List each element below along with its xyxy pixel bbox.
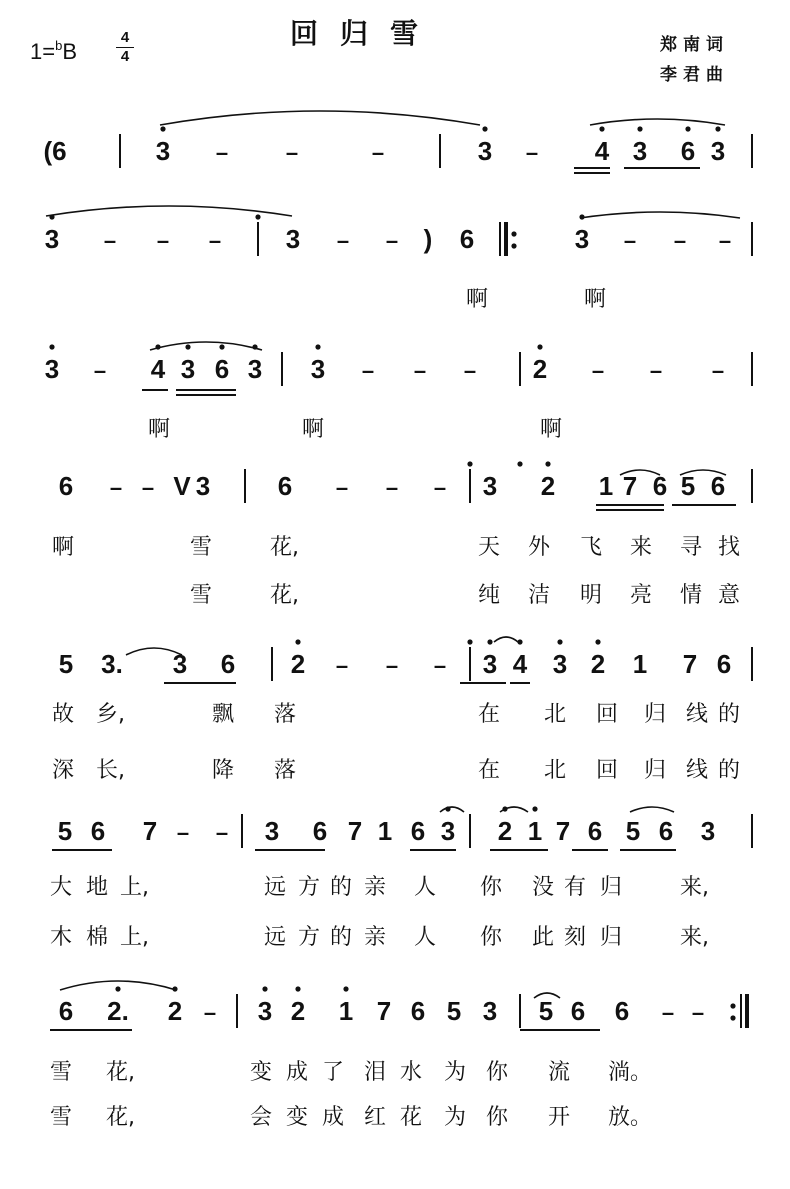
lyric-syllable: 深: [52, 758, 75, 783]
octave-dot: [487, 639, 492, 644]
octave-dot: [715, 126, 720, 131]
dash-extension: –: [93, 358, 107, 383]
jianpu-note: 3: [710, 136, 726, 166]
jianpu-note: 3: [257, 996, 273, 1026]
lyric-syllable: 雪: [190, 583, 213, 608]
dash-extension: –: [385, 228, 399, 253]
lyric-syllable: 在: [478, 702, 501, 727]
jianpu-note: 6: [570, 996, 586, 1026]
lyric-syllable: 方: [298, 925, 321, 950]
octave-dot: [517, 639, 522, 644]
jianpu-note: 3: [440, 816, 456, 846]
lyric-syllable: 为: [444, 1060, 467, 1085]
jianpu-note: 5: [58, 649, 74, 679]
jianpu-note: 2.: [107, 996, 129, 1026]
lyric-syllable: 洁: [528, 583, 551, 608]
octave-dot: [482, 126, 487, 131]
lyric-syllable: 上,: [120, 875, 149, 900]
lyric-syllable: 亮: [630, 583, 653, 608]
lyric-syllable: 的: [718, 702, 741, 727]
jianpu-note: 6: [652, 471, 668, 501]
jianpu-note: 3: [264, 816, 280, 846]
lyricist-credit: 郑南词: [660, 35, 729, 55]
octave-dot: [295, 986, 300, 991]
meter-top: 4: [120, 29, 130, 46]
jianpu-note: 1: [527, 816, 543, 846]
jianpu-note: 6: [312, 816, 328, 846]
octave-dot: [49, 344, 54, 349]
lyric-syllable: 大: [50, 875, 73, 900]
lyric-syllable: 方: [298, 875, 321, 900]
slur-arc: [440, 807, 464, 812]
jianpu-note: 2: [290, 649, 306, 679]
jianpu-note: 6: [614, 996, 630, 1026]
dash-extension: –: [673, 228, 687, 253]
composer-credit: 李君曲: [660, 65, 729, 85]
lyric-syllable: 木: [50, 925, 73, 950]
lyric-syllable: 在: [478, 758, 501, 783]
lyric-syllable: 成: [322, 1105, 345, 1130]
octave-dot: [730, 1003, 735, 1008]
dash-extension: –: [336, 228, 350, 253]
lyric-syllable: 泪: [364, 1060, 387, 1085]
dash-extension: –: [215, 820, 229, 845]
jianpu-note: 1: [338, 996, 354, 1026]
dash-extension: –: [661, 1000, 675, 1025]
jianpu-note: 3: [155, 136, 171, 166]
jianpu-note: 3: [310, 354, 326, 384]
dash-extension: –: [413, 358, 427, 383]
jianpu-note: 3: [552, 649, 568, 679]
jianpu-note: 7: [682, 649, 698, 679]
lyric-syllable: 花,: [106, 1060, 135, 1085]
lyric-syllable: 淌。: [608, 1060, 653, 1085]
jianpu-note: (6: [43, 136, 67, 166]
lyric-syllable: 降: [212, 758, 235, 783]
lyric-syllable: 明: [580, 583, 603, 608]
lyric-syllable: 人: [414, 875, 437, 900]
jianpu-note: 7: [376, 996, 392, 1026]
dash-extension: –: [591, 358, 605, 383]
lyric-syllable: 水: [400, 1060, 423, 1085]
lyric-syllable: 啊: [466, 287, 489, 312]
lyric-syllable: 远: [264, 925, 287, 950]
jianpu-note: 6: [410, 816, 426, 846]
slur-arc: [494, 637, 518, 642]
octave-dot: [557, 639, 562, 644]
dash-extension: –: [109, 475, 123, 500]
lyric-syllable: 雪: [50, 1105, 73, 1130]
lyric-syllable: 落: [274, 702, 297, 727]
dash-extension: –: [285, 140, 299, 165]
lyric-syllable: 归: [600, 875, 623, 900]
jianpu-note: 2: [540, 471, 556, 501]
lyric-syllable: 回: [596, 758, 619, 783]
lyric-syllable: 线: [686, 702, 709, 727]
lyric-syllable: 棉: [86, 925, 109, 950]
lyric-syllable: 变: [250, 1060, 273, 1085]
slur-arc: [46, 206, 292, 216]
jianpu-note: 3: [195, 471, 211, 501]
slur-arc: [580, 212, 740, 218]
lyric-syllable: 线: [686, 758, 709, 783]
dash-extension: –: [335, 475, 349, 500]
octave-dot: [595, 639, 600, 644]
octave-dot: [511, 243, 516, 248]
jianpu-note: 5: [446, 996, 462, 1026]
dash-extension: –: [711, 358, 725, 383]
dash-extension: –: [371, 140, 385, 165]
dash-extension: –: [215, 140, 229, 165]
lyric-syllable: 你: [486, 1060, 509, 1085]
jianpu-note: 6: [716, 649, 732, 679]
lyric-syllable: 成: [286, 1060, 309, 1085]
lyric-syllable: 长,: [96, 758, 125, 783]
lyric-syllable: 亲: [364, 925, 387, 950]
dash-extension: –: [208, 228, 222, 253]
jianpu-note: 6: [58, 471, 74, 501]
octave-dot: [255, 214, 260, 219]
dash-extension: –: [623, 228, 637, 253]
lyric-syllable: 此: [532, 925, 555, 950]
lyric-syllable: 远: [264, 875, 287, 900]
lyric-syllable: 落: [274, 758, 297, 783]
lyric-syllable: 你: [480, 925, 503, 950]
lyric-syllable: 回: [596, 702, 619, 727]
jianpu-note: 6: [710, 471, 726, 501]
jianpu-note: 2: [497, 816, 513, 846]
octave-dot: [160, 126, 165, 131]
dash-extension: –: [203, 1000, 217, 1025]
octave-dot: [599, 126, 604, 131]
octave-dot: [685, 126, 690, 131]
jianpu-note: 3: [172, 649, 188, 679]
octave-dot: [343, 986, 348, 991]
dash-extension: –: [649, 358, 663, 383]
lyric-syllable: 刻: [564, 925, 587, 950]
jianpu-note: 3: [44, 224, 60, 254]
lyric-syllable: 地: [86, 875, 109, 900]
jianpu-note: 3: [285, 224, 301, 254]
jianpu-note: 1: [377, 816, 393, 846]
lyric-syllable: 外: [528, 535, 551, 560]
lyric-syllable: 上,: [120, 925, 149, 950]
jianpu-note: 3: [632, 136, 648, 166]
jianpu-note: 4: [594, 136, 610, 166]
lyric-syllable: 的: [330, 875, 353, 900]
slur-arc: [590, 119, 725, 125]
dash-extension: –: [335, 653, 349, 678]
jianpu-note: 7: [555, 816, 571, 846]
jianpu-note: V: [173, 471, 191, 501]
octave-dot: [730, 1015, 735, 1020]
octave-dot: [219, 344, 224, 349]
jianpu-note: 2: [590, 649, 606, 679]
lyric-syllable: 飞: [580, 535, 603, 560]
dash-extension: –: [156, 228, 170, 253]
dash-extension: –: [718, 228, 732, 253]
lyric-syllable: 会: [250, 1105, 273, 1130]
lyric-syllable: 啊: [584, 287, 607, 312]
jianpu-note: 6: [90, 816, 106, 846]
jianpu-note: 3: [247, 354, 263, 384]
lyric-syllable: 纯: [478, 583, 501, 608]
dash-extension: –: [691, 1000, 705, 1025]
jianpu-note: 3: [482, 471, 498, 501]
slur-arc: [160, 111, 480, 125]
octave-dot: [517, 461, 522, 466]
lyric-syllable: 的: [718, 758, 741, 783]
jianpu-note: 6: [214, 354, 230, 384]
lyric-syllable: 来,: [680, 875, 709, 900]
key-note: B: [62, 39, 78, 64]
jianpu-note: 4: [150, 354, 166, 384]
lyric-syllable: 的: [330, 925, 353, 950]
lyric-syllable: 有: [564, 875, 587, 900]
key-flat: b: [55, 38, 63, 53]
octave-dot: [467, 639, 472, 644]
dash-extension: –: [463, 358, 477, 383]
octave-dot: [467, 461, 472, 466]
lyric-syllable: 没: [532, 875, 555, 900]
lyric-syllable: 情: [680, 583, 703, 608]
jianpu-note: 3: [700, 816, 716, 846]
lyric-syllable: 归: [644, 758, 667, 783]
jianpu-note: 3: [44, 354, 60, 384]
lyric-syllable: 了: [322, 1060, 345, 1085]
dash-extension: –: [385, 475, 399, 500]
lyric-syllable: 北: [544, 758, 567, 783]
lyric-syllable: 变: [286, 1105, 309, 1130]
lyric-syllable: 天: [478, 535, 501, 560]
dash-extension: –: [176, 820, 190, 845]
octave-dot: [537, 344, 542, 349]
jianpu-note: 3: [574, 224, 590, 254]
jianpu-note: 7: [622, 471, 638, 501]
slur-arc: [630, 807, 674, 812]
octave-dot: [115, 986, 120, 991]
lyric-syllable: 雪: [50, 1060, 73, 1085]
lyric-syllable: 亲: [364, 875, 387, 900]
jianpu-note: 6: [459, 224, 475, 254]
jianpu-note: 1: [632, 649, 648, 679]
jianpu-note: ): [423, 224, 433, 254]
lyric-syllable: 乡,: [96, 702, 125, 727]
jianpu-note: 6: [277, 471, 293, 501]
lyric-syllable: 为: [444, 1105, 467, 1130]
dash-extension: –: [433, 475, 447, 500]
meter-bottom: 4: [120, 48, 130, 65]
lyric-syllable: 花,: [106, 1105, 135, 1130]
dash-extension: –: [525, 140, 539, 165]
slur-arc: [150, 342, 262, 350]
jianpu-note: 3.: [101, 649, 123, 679]
jianpu-note: 4: [512, 649, 528, 679]
lyric-syllable: 来: [630, 535, 653, 560]
lyric-syllable: 红: [364, 1105, 387, 1130]
octave-dot: [295, 639, 300, 644]
jianpu-note: 3: [482, 649, 498, 679]
octave-dot: [315, 344, 320, 349]
lyric-syllable: 归: [644, 702, 667, 727]
dash-extension: –: [385, 653, 399, 678]
jianpu-note: 5: [57, 816, 73, 846]
jianpu-note: 3: [482, 996, 498, 1026]
lyric-syllable: 流: [548, 1060, 571, 1085]
lyric-syllable: 飘: [212, 702, 235, 727]
dash-extension: –: [361, 358, 375, 383]
key-prefix: 1=: [30, 39, 56, 64]
jianpu-note: 6: [587, 816, 603, 846]
jianpu-note: 1: [598, 471, 614, 501]
song-title: 回归雪: [290, 17, 441, 50]
jianpu-note: 6: [58, 996, 74, 1026]
dash-extension: –: [433, 653, 447, 678]
lyric-syllable: 啊: [52, 535, 75, 560]
lyric-syllable: 归: [600, 925, 623, 950]
jianpu-note: 6: [410, 996, 426, 1026]
lyric-syllable: 花: [400, 1105, 423, 1130]
lyric-syllable: 来,: [680, 925, 709, 950]
lyric-syllable: 放。: [608, 1105, 653, 1130]
jianpu-note: 7: [142, 816, 158, 846]
lyric-syllable: 啊: [302, 417, 325, 442]
jianpu-note: 2: [290, 996, 306, 1026]
lyric-syllable: 故: [52, 702, 75, 727]
octave-dot: [532, 806, 537, 811]
jianpu-note: 2: [167, 996, 183, 1026]
lyric-syllable: 意: [718, 583, 741, 608]
jianpu-note: 7: [347, 816, 363, 846]
lyric-syllable: 啊: [148, 417, 171, 442]
jianpu-note: 6: [220, 649, 236, 679]
octave-dot: [511, 231, 516, 236]
lyric-syllable: 开: [548, 1105, 571, 1130]
jianpu-note: 6: [680, 136, 696, 166]
jianpu-note: 6: [658, 816, 674, 846]
jianpu-note: 5: [625, 816, 641, 846]
octave-dot: [637, 126, 642, 131]
lyric-syllable: 你: [486, 1105, 509, 1130]
lyric-syllable: 啊: [540, 417, 563, 442]
octave-dot: [545, 461, 550, 466]
lyric-syllable: 雪: [190, 535, 213, 560]
lyric-syllable: 花,: [270, 535, 299, 560]
lyric-syllable: 北: [544, 702, 567, 727]
lyric-syllable: 人: [414, 925, 437, 950]
jianpu-note: 3: [477, 136, 493, 166]
jianpu-note: 5: [680, 471, 696, 501]
jianpu-note: 3: [180, 354, 196, 384]
lyric-syllable: 找: [718, 535, 741, 560]
jianpu-note: 2: [532, 354, 548, 384]
lyric-syllable: 花,: [270, 583, 299, 608]
lyric-syllable: 寻: [680, 535, 703, 560]
dash-extension: –: [141, 475, 155, 500]
lyric-syllable: 你: [480, 875, 503, 900]
jianpu-note: 5: [538, 996, 554, 1026]
octave-dot: [185, 344, 190, 349]
dash-extension: –: [103, 228, 117, 253]
octave-dot: [262, 986, 267, 991]
